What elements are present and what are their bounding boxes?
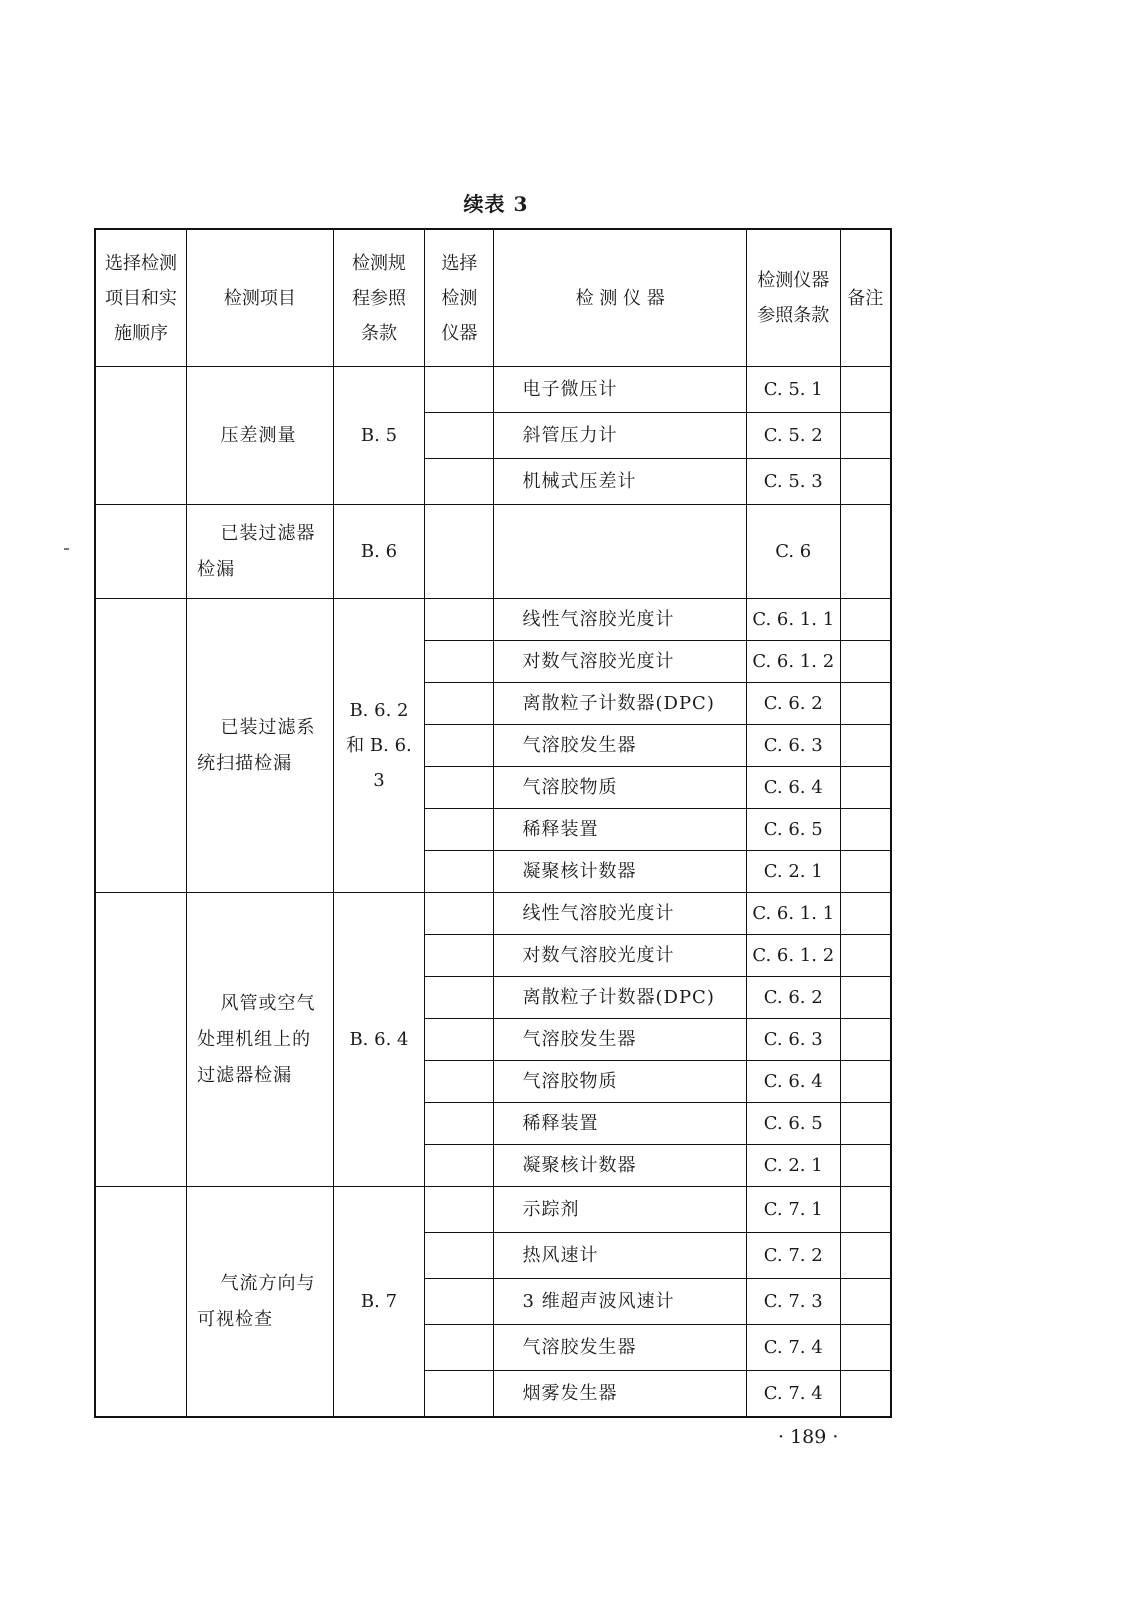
select-instrument-cell [425, 1061, 494, 1103]
select-instrument-cell [425, 1103, 494, 1145]
inspection-table [94, 228, 892, 1418]
instrument-ref-cell: C. 5. 2 [746, 413, 840, 459]
remarks-cell [840, 977, 891, 1019]
select-instrument-cell [425, 893, 494, 935]
select-instrument-cell [425, 851, 494, 893]
instrument-cell: 热风速计 [494, 1233, 746, 1279]
select-instrument-cell [425, 413, 494, 459]
instrument-cell [494, 505, 746, 599]
select-instrument-cell [425, 1019, 494, 1061]
header-instrument-ref: 检测仪器参照条款 [746, 229, 840, 367]
clause-cell: B. 6 [333, 505, 425, 599]
instrument-cell: 稀释装置 [494, 809, 746, 851]
header-row [95, 229, 891, 367]
select-instrument-cell [425, 1325, 494, 1371]
select-instrument-cell [425, 683, 494, 725]
remarks-cell [840, 1279, 891, 1325]
header-select-instrument: 选择检测仪器 [425, 229, 494, 367]
select-instrument-cell [425, 641, 494, 683]
instrument-cell: 离散粒子计数器(DPC) [494, 683, 746, 725]
instrument-cell: 凝聚核计数器 [494, 851, 746, 893]
instrument-cell: 烟雾发生器 [494, 1371, 746, 1418]
instrument-ref-cell: C. 6. 4 [746, 1061, 840, 1103]
instrument-cell: 机械式压差计 [494, 459, 746, 505]
instrument-cell: 3 维超声波风速计 [494, 1279, 746, 1325]
instrument-ref-cell: C. 6. 2 [746, 977, 840, 1019]
select-instrument-cell [425, 725, 494, 767]
remarks-cell [840, 725, 891, 767]
remarks-cell [840, 599, 891, 641]
instrument-ref-cell: C. 6. 1. 2 [746, 935, 840, 977]
header-remarks: 备注 [840, 229, 891, 367]
header-instrument: 检 测 仪 器 [494, 229, 746, 367]
select-instrument-cell [425, 935, 494, 977]
select-instrument-cell [425, 1233, 494, 1279]
instrument-cell: 对数气溶胶光度计 [494, 935, 746, 977]
instrument-cell: 气溶胶发生器 [494, 1325, 746, 1371]
select-instrument-cell [425, 1187, 494, 1233]
item-cell: 压差测量 [187, 367, 334, 505]
table-row [95, 893, 891, 935]
remarks-cell [840, 641, 891, 683]
remarks-cell [840, 413, 891, 459]
remarks-cell [840, 1187, 891, 1233]
clause-cell: B. 5 [333, 367, 425, 505]
table-row [95, 367, 891, 413]
remarks-cell [840, 809, 891, 851]
table-row [95, 599, 891, 641]
clause-cell: B. 7 [333, 1187, 425, 1418]
instrument-ref-cell: C. 7. 4 [746, 1371, 840, 1418]
instrument-ref-cell: C. 7. 2 [746, 1233, 840, 1279]
instrument-ref-cell: C. 7. 3 [746, 1279, 840, 1325]
item-cell: 风管或空气处理机组上的过滤器检漏 [187, 893, 334, 1187]
select-instrument-cell [425, 977, 494, 1019]
instrument-ref-cell: C. 6. 5 [746, 809, 840, 851]
item-cell: 已装过滤系统扫描检漏 [187, 599, 334, 893]
instrument-cell: 气溶胶物质 [494, 767, 746, 809]
select-instrument-cell [425, 767, 494, 809]
select-instrument-cell [425, 809, 494, 851]
select-item-cell [95, 505, 187, 599]
remarks-cell [840, 893, 891, 935]
select-instrument-cell [425, 367, 494, 413]
instrument-ref-cell: C. 2. 1 [746, 1145, 840, 1187]
instrument-ref-cell: C. 6. 2 [746, 683, 840, 725]
instrument-ref-cell: C. 7. 1 [746, 1187, 840, 1233]
select-instrument-cell [425, 1145, 494, 1187]
remarks-cell [840, 767, 891, 809]
margin-mark [64, 548, 69, 550]
instrument-cell: 离散粒子计数器(DPC) [494, 977, 746, 1019]
clause-cell: B. 6. 2 和 B. 6. 3 [333, 599, 425, 893]
instrument-cell: 气溶胶物质 [494, 1061, 746, 1103]
instrument-ref-cell: C. 5. 3 [746, 459, 840, 505]
remarks-cell [840, 1103, 891, 1145]
header-item: 检测项目 [187, 229, 334, 367]
remarks-cell [840, 1325, 891, 1371]
select-item-cell [95, 367, 187, 505]
remarks-cell [840, 935, 891, 977]
instrument-cell: 气溶胶发生器 [494, 725, 746, 767]
remarks-cell [840, 1371, 891, 1418]
instrument-ref-cell: C. 6 [746, 505, 840, 599]
instrument-ref-cell: C. 6. 1. 1 [746, 599, 840, 641]
page-number: · 189 · [778, 1426, 839, 1448]
remarks-cell [840, 1145, 891, 1187]
select-instrument-cell [425, 1371, 494, 1418]
instrument-cell: 电子微压计 [494, 367, 746, 413]
instrument-cell: 斜管压力计 [494, 413, 746, 459]
instrument-cell: 气溶胶发生器 [494, 1019, 746, 1061]
select-instrument-cell [425, 1279, 494, 1325]
select-instrument-cell [425, 599, 494, 641]
item-cell: 气流方向与可视检查 [187, 1187, 334, 1418]
instrument-cell: 线性气溶胶光度计 [494, 893, 746, 935]
remarks-cell [840, 1019, 891, 1061]
instrument-ref-cell: C. 6. 1. 2 [746, 641, 840, 683]
instrument-ref-cell: C. 6. 5 [746, 1103, 840, 1145]
header-select-item: 选择检测项目和实施顺序 [95, 229, 187, 367]
instrument-ref-cell: C. 5. 1 [746, 367, 840, 413]
instrument-ref-cell: C. 2. 1 [746, 851, 840, 893]
select-item-cell [95, 599, 187, 893]
instrument-cell: 对数气溶胶光度计 [494, 641, 746, 683]
table-caption: 续表 3 [463, 192, 529, 216]
select-instrument-cell [425, 459, 494, 505]
instrument-ref-cell: C. 6. 1. 1 [746, 893, 840, 935]
select-instrument-cell [425, 505, 494, 599]
instrument-cell: 示踪剂 [494, 1187, 746, 1233]
remarks-cell [840, 505, 891, 599]
instrument-cell: 稀释装置 [494, 1103, 746, 1145]
table-row [95, 1187, 891, 1233]
select-item-cell [95, 1187, 187, 1418]
remarks-cell [840, 1061, 891, 1103]
instrument-ref-cell: C. 7. 4 [746, 1325, 840, 1371]
remarks-cell [840, 1233, 891, 1279]
table-row [95, 505, 891, 599]
instrument-ref-cell: C. 6. 3 [746, 1019, 840, 1061]
remarks-cell [840, 459, 891, 505]
instrument-ref-cell: C. 6. 3 [746, 725, 840, 767]
select-item-cell [95, 893, 187, 1187]
clause-cell: B. 6. 4 [333, 893, 425, 1187]
remarks-cell [840, 683, 891, 725]
instrument-cell: 凝聚核计数器 [494, 1145, 746, 1187]
instrument-cell: 线性气溶胶光度计 [494, 599, 746, 641]
header-clause: 检测规程参照条款 [333, 229, 425, 367]
remarks-cell [840, 367, 891, 413]
instrument-ref-cell: C. 6. 4 [746, 767, 840, 809]
remarks-cell [840, 851, 891, 893]
item-cell: 已装过滤器检漏 [187, 505, 334, 599]
